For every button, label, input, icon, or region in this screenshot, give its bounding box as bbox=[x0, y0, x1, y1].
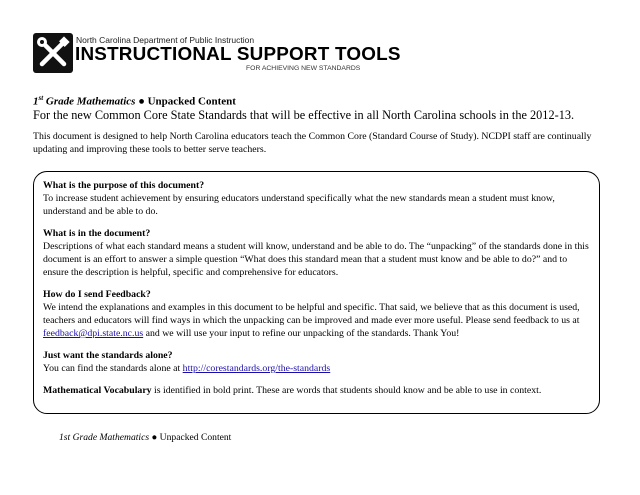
vocabulary-text: is identified in bold print. These are words that students should know and be able to use in context. bbox=[151, 385, 542, 396]
org-name: North Carolina Department of Public Instruction bbox=[76, 35, 255, 45]
footer-title: 1st Grade Mathematics bbox=[59, 432, 150, 443]
footer-bullet: ● bbox=[149, 432, 160, 443]
page-heading bbox=[33, 94, 236, 108]
page-footer bbox=[59, 432, 231, 443]
standards-answer bbox=[43, 362, 595, 375]
logo-title: INSTRUCTIONAL SUPPORT TOOLS bbox=[75, 43, 401, 64]
intro-paragraph: This document is designed to help North Carolina educators teach the Common Core (Standard Course of Study). NCDPI staff are continually updating and improving these tools to better serve teachers. bbox=[33, 131, 592, 155]
faq-content bbox=[43, 179, 595, 397]
in-document-answer: Descriptions of what each standard means a student will know, understand and be able to do. The “unpacking” of the standards done in this document is an effort to answer a simple question “What does this standard mean that a student must know and be able to do?” and to ensure the description is helpful, specific and comprehensive for educators. bbox=[43, 241, 589, 278]
tools-logo-icon bbox=[33, 33, 73, 73]
standards-subline: For the new Common Core State Standards that will be effective in all North Carolina schools in the 2012-13. bbox=[33, 108, 575, 122]
vocabulary-note bbox=[43, 384, 595, 397]
heading-grade-number: 1 bbox=[33, 95, 39, 108]
heading-content: Unpacked Content bbox=[147, 95, 236, 108]
standards-question: Just want the standards alone? bbox=[43, 350, 173, 361]
standards-text: You can find the standards alone at bbox=[43, 363, 183, 374]
standards-link[interactable]: http://corestandards.org/the-standards bbox=[182, 363, 331, 374]
heading-grade-title: Grade Mathematics bbox=[43, 95, 136, 108]
purpose-question: What is the purpose of this document? bbox=[43, 180, 205, 191]
logo-tagline: FOR ACHIEVING NEW STANDARDS bbox=[246, 65, 361, 72]
feedback-email-link[interactable]: feedback@dpi.state.nc.us bbox=[43, 328, 144, 339]
vocabulary-term: Mathematical Vocabulary bbox=[43, 385, 152, 396]
feedback-text-1: We intend the explanations and examples in this document to be helpful and specific. That said, we believe that as this document is used, teachers and educators will find ways in which the unpacking can be improved and made ever more useful. Please send feedback to us at bbox=[43, 302, 580, 326]
feedback-question: How do I send Feedback? bbox=[43, 289, 151, 300]
heading-bullet: ● bbox=[135, 95, 148, 108]
purpose-answer: To increase student achievement by ensuring educators understand specifically what the new standards mean a student must know, understand and be able to do. bbox=[43, 193, 555, 217]
in-document-question: What is in the document? bbox=[43, 228, 151, 239]
heading-grade-suffix: st bbox=[38, 94, 44, 102]
footer-content: Unpacked Content bbox=[159, 432, 232, 443]
feedback-text-2: and we will use your input to refine our unpacking of the standards. Thank You! bbox=[143, 328, 460, 339]
feedback-answer bbox=[43, 301, 595, 340]
instructional-support-tools-logo bbox=[33, 33, 401, 78]
